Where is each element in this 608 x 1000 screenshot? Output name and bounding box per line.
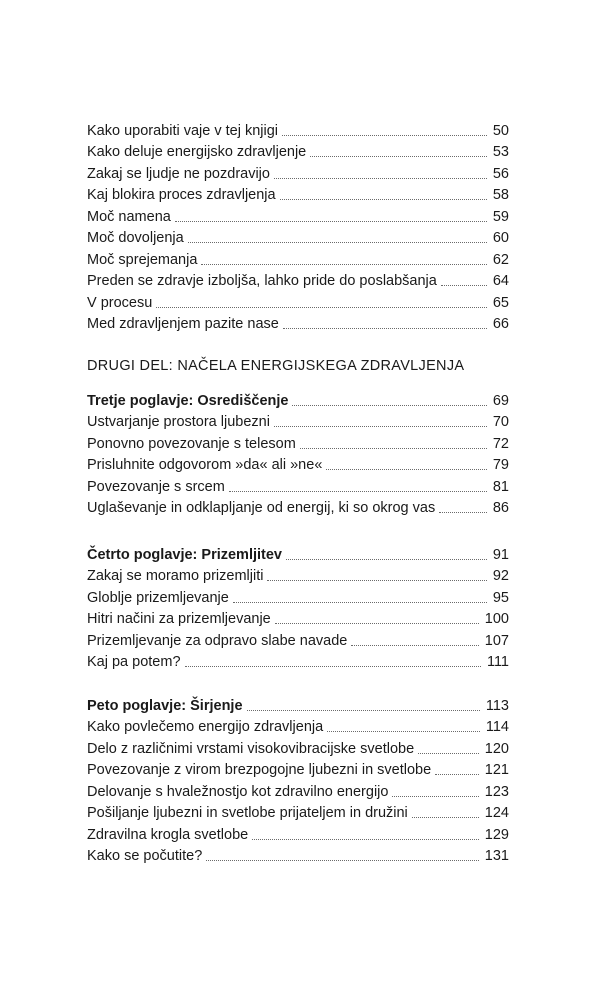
toc-entry-title: Zdravilna krogla svetlobe	[87, 826, 249, 843]
toc-entry	[87, 290, 509, 312]
toc-entry-page: 58	[492, 187, 509, 203]
toc-entry-page: 53	[492, 144, 509, 160]
dot-leader	[175, 221, 487, 222]
chapter-heading	[87, 542, 509, 564]
toc-entry	[87, 410, 509, 432]
toc-entry	[87, 140, 509, 162]
dot-leader	[310, 156, 487, 157]
dot-leader	[156, 307, 487, 308]
intro-entries	[0, 118, 608, 333]
toc-entry-title: Kaj pa potem?	[87, 654, 181, 670]
toc-entry-page: 60	[492, 230, 509, 246]
toc-entry-page: 123	[484, 783, 509, 800]
toc-entry	[87, 758, 509, 780]
dot-leader	[351, 645, 478, 646]
toc-entry-page: 56	[492, 165, 509, 182]
toc-entry-page: 111	[486, 654, 509, 670]
toc-entry	[87, 183, 509, 205]
toc-entry	[87, 801, 509, 823]
toc-entry-page: 64	[492, 273, 509, 289]
dot-leader	[286, 559, 487, 560]
toc-entry	[87, 312, 509, 334]
toc-entry-title: Moč dovoljenja	[87, 230, 184, 246]
toc-entry-page: 114	[485, 719, 509, 735]
toc-entry	[87, 650, 509, 672]
toc-entry-page: 124	[484, 805, 509, 821]
toc-entry-title: Moč sprejemanja	[87, 251, 198, 268]
toc-entry-title: Povezovanje s srcem	[87, 478, 225, 495]
chapter-page: 91	[492, 546, 509, 563]
chapter-heading	[87, 388, 509, 410]
toc-entry	[87, 161, 509, 183]
toc-entry-title: Zakaj se ljudje ne pozdravijo	[87, 165, 270, 182]
dot-leader	[233, 602, 487, 603]
dot-leader	[275, 623, 479, 624]
toc-entry-title: Prisluhnite odgovorom »da« ali »ne«	[87, 457, 323, 473]
dot-leader	[206, 860, 479, 861]
dot-leader	[229, 491, 487, 492]
toc-entry-title: Ustvarjanje prostora ljubezni	[87, 414, 270, 430]
dot-leader	[247, 710, 480, 711]
toc-entry	[87, 453, 509, 475]
toc-entry	[87, 779, 509, 801]
dot-leader	[327, 731, 480, 732]
dot-leader	[392, 796, 478, 797]
dot-leader	[201, 264, 486, 265]
toc-entry	[87, 474, 509, 496]
toc-entry	[87, 204, 509, 226]
toc-entry	[87, 247, 509, 269]
toc-entry-title: Kako se počutite?	[87, 848, 203, 864]
dot-leader	[439, 512, 487, 513]
dot-leader	[185, 666, 481, 667]
dot-leader	[435, 774, 479, 775]
toc-entry-title: Preden se zdravje izboljša, lahko pride do poslabšanja	[87, 273, 437, 289]
toc-entry	[87, 585, 509, 607]
toc-entry-page: 59	[492, 208, 509, 225]
toc-entry	[87, 226, 509, 248]
toc-entry-page: 79	[492, 457, 509, 473]
dot-leader	[283, 328, 487, 329]
toc-entry-title: Zakaj se moramo prizemljiti	[87, 568, 264, 584]
toc-entry-title: Hitri načini za prizemljevanje	[87, 611, 271, 627]
toc-entry-page: 92	[492, 568, 509, 584]
dot-leader	[282, 135, 487, 136]
toc-entry	[87, 496, 509, 518]
toc-entry-title: Delo z različnimi vrstami visokovibracijske svetlobe	[87, 740, 415, 757]
toc-entry-page: 50	[492, 122, 509, 139]
dot-leader	[274, 426, 487, 427]
dot-leader	[274, 178, 487, 179]
dot-leader	[326, 469, 486, 470]
dot-leader	[441, 285, 487, 286]
toc-entry-page: 65	[492, 294, 509, 311]
toc-entry-title: Pošiljanje ljubezni in svetlobe prijateljem in družini	[87, 805, 408, 821]
toc-entry	[87, 736, 509, 758]
toc-entry	[87, 822, 509, 844]
toc-entry-title: Povezovanje z virom brezpogojne ljubezni in svetlobe	[87, 762, 432, 778]
toc-entry-page: 131	[484, 848, 509, 864]
toc-entry-page: 62	[492, 251, 509, 268]
toc-entry-page: 95	[492, 589, 509, 606]
toc-entry-title: Kaj blokira proces zdravljenja	[87, 187, 276, 203]
dot-leader	[267, 580, 486, 581]
toc-entry-title: Kako deluje energijsko zdravljenje	[87, 144, 307, 160]
toc-entry	[87, 564, 509, 586]
toc-entry-title: Uglaševanje in odklapljanje od energij, ki so okrog vas	[87, 500, 436, 516]
toc-entry-title: Globlje prizemljevanje	[87, 589, 229, 606]
chapter-heading	[87, 693, 509, 715]
toc-entry-title: Kako povlečemo energijo zdravljenja	[87, 719, 324, 735]
chapter-title: Četrto poglavje: Prizemljitev	[87, 546, 282, 563]
toc-entry	[87, 715, 509, 737]
toc-entry	[87, 628, 509, 650]
toc-entry-page: 100	[484, 611, 509, 627]
toc-entry-title: Moč namena	[87, 208, 171, 225]
toc-entry-title: Ponovno povezovanje s telesom	[87, 435, 296, 452]
toc-entry-title: Kako uporabiti vaje v tej knjigi	[87, 122, 279, 139]
toc-entry-page: 121	[484, 762, 509, 778]
chapter-page: 69	[492, 392, 509, 409]
part-heading: DRUGI DEL: NAČELA ENERGIJSKEGA ZDRAVLJENJA	[87, 358, 465, 374]
toc-entry-title: Delovanje s hvaležnostjo kot zdravilno energijo	[87, 783, 389, 800]
toc-entry-page: 70	[492, 414, 509, 430]
chapter-section	[0, 693, 608, 865]
toc-entry	[87, 269, 509, 291]
chapter-section	[0, 542, 608, 671]
dot-leader	[292, 405, 486, 406]
dot-leader	[188, 242, 487, 243]
toc-entry-title: Prizemljevanje za odpravo slabe navade	[87, 632, 348, 649]
chapter-title: Tretje poglavje: Osrediščenje	[87, 392, 289, 409]
chapter-page: 113	[485, 697, 509, 714]
toc-entry-page: 86	[492, 500, 509, 516]
toc-entry-page: 72	[492, 435, 509, 452]
toc-entry-title: V procesu	[87, 294, 153, 311]
toc-entry	[87, 607, 509, 629]
toc-entry-page: 129	[484, 826, 509, 843]
dot-leader	[300, 448, 487, 449]
toc-entry-title: Med zdravljenjem pazite nase	[87, 316, 279, 332]
toc-entry-page: 107	[484, 632, 509, 649]
dot-leader	[412, 817, 479, 818]
toc-entry	[87, 118, 509, 140]
toc-entry-page: 120	[484, 740, 509, 757]
chapter-title: Peto poglavje: Širjenje	[87, 697, 243, 714]
chapter-section	[0, 388, 608, 517]
dot-leader	[252, 839, 479, 840]
toc-entry-page: 66	[492, 316, 509, 332]
dot-leader	[418, 753, 479, 754]
toc-entry	[87, 844, 509, 866]
dot-leader	[280, 199, 487, 200]
toc-entry-page: 81	[492, 478, 509, 495]
toc-entry	[87, 431, 509, 453]
